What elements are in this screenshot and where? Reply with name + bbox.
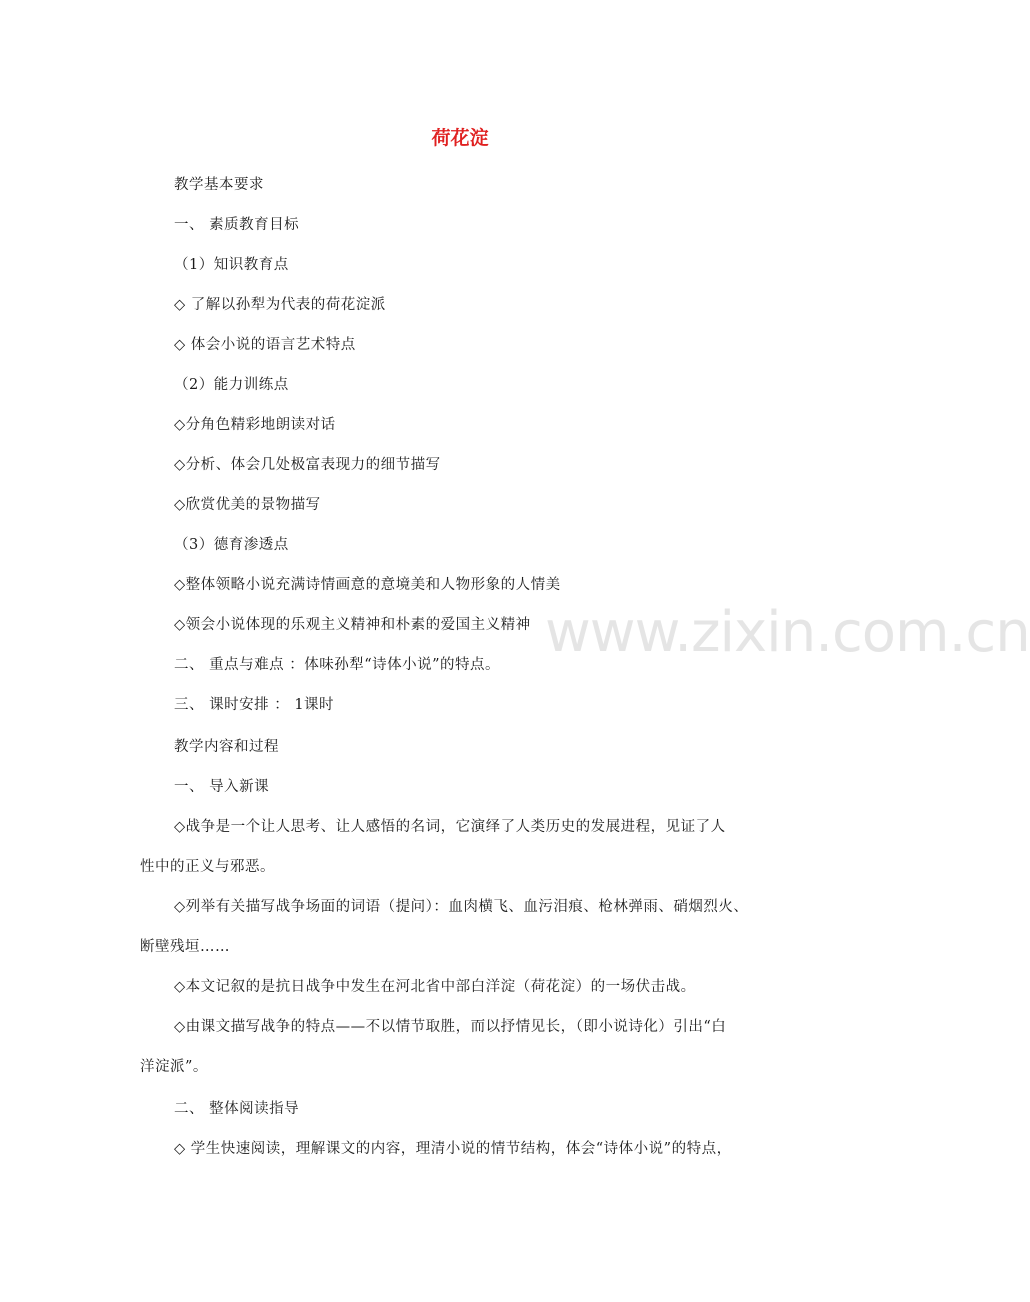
text-line: （1）知识教育点 xyxy=(174,257,289,273)
text-line: 三、 课时安排 ： 1课时 xyxy=(174,697,335,713)
text-line: ◇领会小说体现的乐观主义精神和朴素的爱国主义精神 xyxy=(174,617,531,633)
document-title: 荷花淀 xyxy=(431,127,489,149)
text-line: ◇ 了解以孙犁为代表的荷花淀派 xyxy=(174,297,386,313)
text-line: ◇列举有关描写战争场面的词语（提问）：血肉横飞、血污泪痕、枪林弹雨、硝烟烈火、 xyxy=(174,899,749,915)
text-line: 二、 重点与难点 ：体味孙犁“诗体小说”的特点。 xyxy=(174,657,501,673)
text-line: ◇欣赏优美的景物描写 xyxy=(174,497,321,513)
text-line: 教学基本要求 xyxy=(174,177,264,193)
text-line: ◇ 体会小说的语言艺术特点 xyxy=(174,337,356,353)
text-line: ◇分析、体会几处极富表现力的细节描写 xyxy=(174,457,441,473)
text-line: ◇由课文描写战争的特点——不以情节取胜，而以抒情见长，（即小说诗化）引出“白 xyxy=(174,1019,727,1035)
text-line: （2）能力训练点 xyxy=(174,377,289,393)
text-line: （3）德育渗透点 xyxy=(174,537,289,553)
text-line: ◇整体领略小说充满诗情画意的意境美和人物形象的人情美 xyxy=(174,577,561,593)
text-line: 一、 素质教育目标 xyxy=(174,217,300,233)
text-line: ◇分角色精彩地朗读对话 xyxy=(174,417,336,433)
watermark: www.zixin.com.cn xyxy=(545,600,1030,665)
text-line: 性中的正义与邪恶。 xyxy=(140,859,275,875)
text-line: 洋淀派”。 xyxy=(140,1059,208,1075)
text-line: ◇本文记叙的是抗日战争中发生在河北省中部白洋淀（荷花淀）的一场伏击战。 xyxy=(174,979,696,995)
text-line: ◇战争是一个让人思考、让人感悟的名词，它演绎了人类历史的发展进程，见证了人 xyxy=(174,819,726,835)
text-line: 二、 整体阅读指导 xyxy=(174,1101,300,1117)
text-line: ◇ 学生快速阅读，理解课文的内容，理清小说的情节结构，体会“诗体小说”的特点， xyxy=(174,1141,732,1157)
text-line: 断壁残垣…… xyxy=(140,939,230,955)
text-line: 一、 导入新课 xyxy=(174,779,270,795)
text-line: 教学内容和过程 xyxy=(174,739,279,755)
